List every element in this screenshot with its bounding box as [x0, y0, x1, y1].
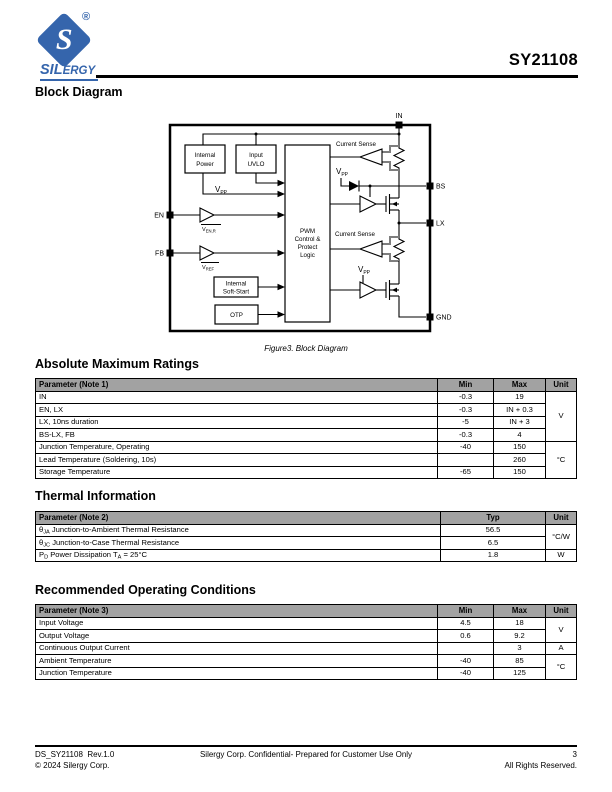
- pin-label-bs: BS: [436, 183, 446, 191]
- sense-tap-wire: [382, 146, 399, 152]
- amr-table: [35, 378, 577, 479]
- max-cell: IN + 3: [494, 416, 546, 429]
- in-pin: [396, 122, 403, 129]
- bootstrap-diode-icon: [349, 181, 359, 191]
- section-title-block-diagram: Block Diagram: [35, 85, 123, 99]
- table-row: [36, 617, 577, 630]
- table-header-row: [36, 512, 577, 525]
- max-cell: 4: [494, 429, 546, 442]
- arrowhead-icons: [278, 180, 286, 318]
- section-title-thermal: Thermal Information: [35, 489, 156, 503]
- section-title-roc: Recommended Operating Conditions: [35, 583, 256, 597]
- table-row: [36, 404, 577, 417]
- param-cell: LX, 10ns duration: [36, 416, 438, 429]
- table-row: [36, 416, 577, 429]
- footer-rights: All Rights Reserved.: [504, 761, 577, 770]
- hs-gate-driver-icon: [360, 196, 376, 212]
- table-row: [36, 466, 577, 479]
- logo-s-glyph: S: [55, 23, 73, 56]
- internal-power-label-2: Power: [196, 161, 214, 168]
- figure-caption: Figure3. Block Diagram: [264, 344, 348, 353]
- param-cell: BS-LX, FB: [36, 429, 438, 442]
- vpp-label-ls: $V_{PP}$: [358, 265, 371, 276]
- input-uvlo-label-2: UVLO: [247, 161, 265, 168]
- input-uvlo-block: [236, 145, 276, 173]
- pin-label-gnd: GND: [436, 314, 452, 322]
- table-row: [36, 630, 577, 643]
- footer-doc-id: DS_SY21108 Rev.1.0: [35, 750, 115, 759]
- vpp-label-bs: $V_{PP}$: [336, 167, 349, 178]
- typ-cell: 56.5: [441, 524, 546, 537]
- ls-source-wire: [399, 296, 426, 317]
- max-cell: 19: [494, 391, 546, 404]
- table-row: [36, 642, 577, 655]
- current-sense-label-bottom: Current Sense: [335, 231, 375, 238]
- gnd-pin: [427, 314, 434, 321]
- typ-cell: 1.8: [441, 549, 546, 562]
- registered-trademark-icon: ®: [82, 11, 91, 23]
- wordmark-rest: ERGY: [62, 65, 96, 77]
- col-header-unit: Unit: [546, 379, 577, 392]
- col-header-parameter: Parameter (Note 2): [36, 512, 441, 525]
- table-row: [36, 391, 577, 404]
- max-cell: 3: [494, 642, 546, 655]
- soft-start-label-1: Internal: [225, 280, 247, 288]
- section-title-amr: Absolute Maximum Ratings: [35, 357, 199, 371]
- table-row: [36, 454, 577, 467]
- table-row: [36, 655, 577, 668]
- col-header-max: Max: [494, 605, 546, 618]
- unit-cell: °C: [546, 655, 577, 680]
- param-cell: Junction Temperature, Operating: [36, 441, 438, 454]
- min-cell: -40: [438, 655, 494, 668]
- low-side-mosfet-icon: [386, 280, 399, 300]
- vref-label: $V_{REF}$: [202, 265, 215, 272]
- param-cell: Ambient Temperature: [36, 655, 438, 668]
- min-cell: -0.3: [438, 391, 494, 404]
- internal-power-block: [185, 145, 225, 173]
- en-comparator-icon: [200, 208, 214, 222]
- param-cell: Lead Temperature (Soldering, 10s): [36, 454, 438, 467]
- max-cell: 18: [494, 617, 546, 630]
- footer-page-number: 3: [572, 750, 577, 759]
- col-header-unit: Unit: [546, 605, 577, 618]
- max-cell: 125: [494, 667, 546, 680]
- param-cell: $\theta_{JA}$ Junction-to-Ambient Thermal Resistance: [36, 524, 441, 537]
- block-diagram-svg: [150, 106, 470, 340]
- table-row: [36, 524, 577, 537]
- thermal-table: [35, 511, 577, 562]
- min-cell: -0.3: [438, 429, 494, 442]
- min-cell: -5: [438, 416, 494, 429]
- col-header-parameter: Parameter (Note 1): [36, 379, 438, 392]
- lx-pin: [427, 220, 434, 227]
- current-sense-amp-top-icon: [360, 149, 382, 165]
- unit-cell: A: [546, 642, 577, 655]
- fb-pin: [167, 250, 174, 257]
- max-cell: IN + 0.3: [494, 404, 546, 417]
- pwm-label-1: PWM: [299, 228, 316, 235]
- wordmark-main: SIL: [40, 62, 63, 78]
- param-cell: Junction Temperature: [36, 667, 438, 680]
- otp-label: OTP: [230, 312, 243, 319]
- min-cell: 4.5: [438, 617, 494, 630]
- sense-tap-wire: [382, 237, 399, 244]
- unit-cell: °C: [546, 441, 577, 479]
- unit-cell: W: [546, 549, 577, 562]
- param-cell: Input Voltage: [36, 617, 438, 630]
- ls-gate-driver-icon: [360, 282, 376, 298]
- param-cell: $P_D$ Power Dissipation $T_A = 25^\circ C$: [36, 549, 441, 562]
- col-header-max: Max: [494, 379, 546, 392]
- table-row: [36, 441, 577, 454]
- min-cell: [438, 642, 494, 655]
- footer-copyright: © 2024 Silergy Corp.: [35, 761, 110, 770]
- soft-start-label-2: Soft-Start: [222, 288, 250, 296]
- footer-confidential: Silergy Corp. Confidential- Prepared for Customer Use Only: [199, 750, 413, 759]
- vpp-label-left: $V_{PP}$: [215, 185, 228, 196]
- col-header-typ: Typ: [441, 512, 546, 525]
- footer-rule: [35, 745, 577, 747]
- unit-cell: °C/W: [546, 524, 577, 549]
- table-row: [36, 429, 577, 442]
- max-cell: 85: [494, 655, 546, 668]
- pwm-label-3: Protect: [297, 244, 318, 251]
- col-header-parameter: Parameter (Note 3): [36, 605, 438, 618]
- header-rule: [96, 75, 578, 78]
- internal-power-label-1: Internal: [194, 152, 216, 159]
- silergy-wordmark: [40, 62, 98, 81]
- param-cell: Continuous Output Current: [36, 642, 438, 655]
- part-number: SY21108: [508, 51, 578, 69]
- pwm-label-2: Control &: [294, 236, 321, 243]
- table-row: [36, 537, 577, 550]
- block-diagram-figure: [150, 106, 470, 340]
- max-cell: 9.2: [494, 630, 546, 643]
- pin-label-in: IN: [395, 113, 403, 120]
- current-sense-amp-bottom-icon: [360, 241, 382, 257]
- pin-label-en: EN: [154, 212, 164, 220]
- roc-table: [35, 604, 577, 680]
- param-cell: $\theta_{JC}$ Junction-to-Case Thermal Resistance: [36, 537, 441, 550]
- current-sense-label-top: Current Sense: [336, 141, 376, 148]
- table-header-row: [36, 379, 577, 392]
- min-cell: -65: [438, 466, 494, 479]
- max-cell: 150: [494, 466, 546, 479]
- min-cell: -40: [438, 441, 494, 454]
- min-cell: 0.6: [438, 630, 494, 643]
- table-row: [36, 549, 577, 562]
- max-cell: 150: [494, 441, 546, 454]
- fb-comparator-icon: [200, 246, 214, 260]
- col-header-min: Min: [438, 379, 494, 392]
- param-cell: Output Voltage: [36, 630, 438, 643]
- ven-threshold-label: $V_{EN,R}$: [202, 227, 216, 234]
- sense-resistor-bottom-icon: [394, 237, 404, 261]
- sense-resistor-top-icon: [394, 146, 404, 170]
- high-side-mosfet-icon: [386, 194, 399, 214]
- min-cell: -0.3: [438, 404, 494, 417]
- pin-label-lx: LX: [436, 220, 445, 228]
- col-header-min: Min: [438, 605, 494, 618]
- param-cell: Storage Temperature: [36, 466, 438, 479]
- param-cell: IN: [36, 391, 438, 404]
- pin-label-fb: FB: [155, 250, 164, 258]
- unit-cell: V: [546, 391, 577, 441]
- min-cell: -40: [438, 667, 494, 680]
- pwm-label-4: Logic: [300, 252, 315, 259]
- table-header-row: [36, 605, 577, 618]
- vpp-lead-wire: [341, 178, 349, 186]
- sense-tap-wire: [382, 162, 399, 170]
- en-pin: [167, 212, 174, 219]
- input-uvlo-label-1: Input: [249, 152, 263, 159]
- unit-cell: V: [546, 617, 577, 642]
- table-row: [36, 667, 577, 680]
- bs-pin: [427, 183, 434, 190]
- col-header-unit: Unit: [546, 512, 577, 525]
- max-cell: 260: [494, 454, 546, 467]
- param-cell: EN, LX: [36, 404, 438, 417]
- typ-cell: 6.5: [441, 537, 546, 550]
- min-cell: [438, 454, 494, 467]
